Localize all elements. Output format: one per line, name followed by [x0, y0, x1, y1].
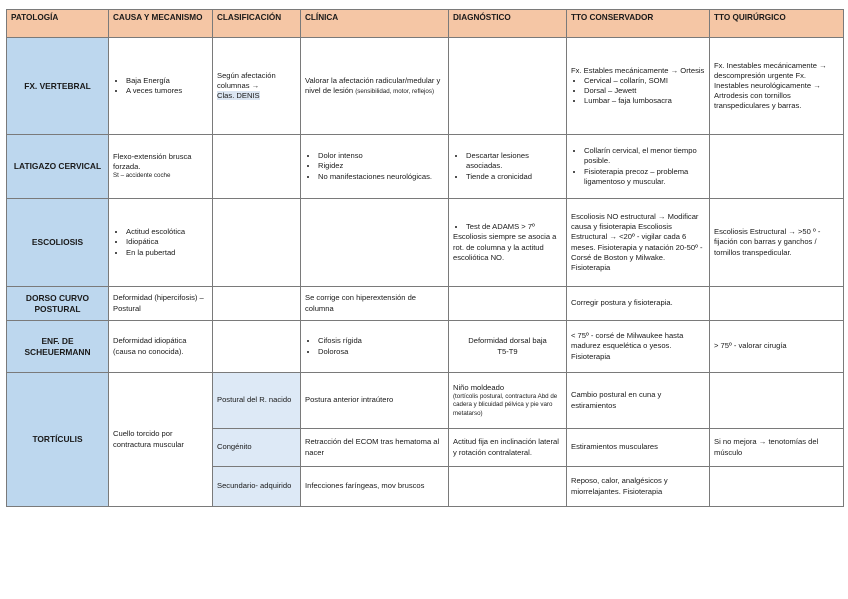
- diag-text: Escoliosis siempre se asocia a rot. de columna y la actitud escoliótica NO.: [453, 232, 557, 262]
- header-clasificacion: CLASIFICACIÓN: [213, 10, 301, 38]
- diag-text: Niño moldeado: [453, 383, 505, 393]
- diagnostico-cell: [449, 287, 567, 321]
- tto-conservador-cell: Reposo, calor, analgésicos y miorrelajantes. Fisioterapia: [567, 467, 710, 507]
- clinica-cell: [301, 135, 449, 199]
- tto-conservador-cell: Corregir postura y fisioterapia.: [567, 287, 710, 321]
- tto-conservador-cell: [567, 38, 710, 135]
- tto-conservador-cell: [567, 135, 710, 199]
- tto-quirurgico-cell: [710, 287, 844, 321]
- header-causa: CAUSA Y MECANISMO: [109, 10, 213, 38]
- header-clinica: CLÍNICA: [301, 10, 449, 38]
- diag-text: Deformidad dorsal baja: [468, 336, 547, 346]
- clasificacion-cell: [213, 135, 301, 199]
- table-row: [7, 321, 844, 373]
- clasif-text: Según afectación columnas →: [217, 70, 276, 90]
- diagnostico-cell: [449, 38, 567, 135]
- list-item: • Baja Energía: [126, 76, 208, 86]
- list-item: • Idiopática: [126, 237, 208, 247]
- causa-cell: [109, 38, 213, 135]
- diag-note: (tortícolis postural, contractura Abd de cadera y blicuidad pélvica y pie varo metatarso): [453, 393, 558, 417]
- diagnostico-cell: Actitud fija en inclinación lateral y rotación contralateral.: [449, 429, 567, 467]
- pathology-name: LATIGAZO CERVICAL: [7, 135, 109, 199]
- table-row: [7, 199, 844, 287]
- list-item: • Rigidez: [318, 161, 444, 171]
- clasificacion-cell: [213, 38, 301, 135]
- header-diagnostico: DIAGNÓSTICO: [449, 10, 567, 38]
- tto-quirurgico-cell: Si no mejora → tenotomías del músculo: [710, 429, 844, 467]
- causa-cell: [109, 135, 213, 199]
- list-item: • Lumbar – faja lumbosacra: [584, 96, 705, 106]
- table-row: [7, 135, 844, 199]
- header-tto-conservador: TTO CONSERVADOR: [567, 10, 710, 38]
- clasificacion-cell: [213, 199, 301, 287]
- diagnostico-cell: [449, 135, 567, 199]
- pathology-name: ENF. DE SCHEUERMANN: [7, 321, 109, 373]
- pathology-name: TORTÍCULIS: [7, 373, 109, 507]
- pathology-name: DORSO CURVO POSTURAL: [7, 287, 109, 321]
- list-item: • Dorsal – Jewett: [584, 86, 705, 96]
- clasificacion-cell: Postural del R. nacido: [213, 373, 301, 429]
- table-row: [7, 38, 844, 135]
- tto-quirurgico-cell: [710, 373, 844, 429]
- clinica-cell: [301, 321, 449, 373]
- clasif-highlight: Clas. DENIS: [217, 91, 260, 100]
- list-item: • Descartar lesiones asociadas.: [466, 151, 562, 171]
- pathology-table: [6, 9, 844, 507]
- clinica-cell: Se corrige con hiperextensión de columna: [301, 287, 449, 321]
- diagnostico-cell: [449, 199, 567, 287]
- list-item: • Cervical – collarín, SOMI: [584, 76, 705, 86]
- list-item: • Dolor intenso: [318, 151, 444, 161]
- tto-conservador-cell: Escoliosis NO estructural → Modificar causa y fisioterapia Escoliosis Estructural → <20º - vigilar cada 6 meses. Fisioterapia y natación 20-50º - Corsé de Boston y Milwake. Fisioterapia: [567, 199, 710, 287]
- clinica-cell: Retracción del ECOM tras hematoma al nacer: [301, 429, 449, 467]
- clasificacion-cell: Congénito: [213, 429, 301, 467]
- list-item: • En la pubertad: [126, 248, 208, 258]
- clasificacion-cell: [213, 287, 301, 321]
- causa-cell: Deformidad idiopática (causa no conocida).: [109, 321, 213, 373]
- diag-range: T5-T9: [497, 346, 518, 356]
- clasificacion-cell: Secundario- adquirido: [213, 467, 301, 507]
- causa-text: Flexo-extensión brusca forzada.: [113, 152, 192, 172]
- list-item: • Dolorosa: [318, 347, 444, 357]
- diagnostico-cell: [449, 373, 567, 429]
- pathology-name: ESCOLIOSIS: [7, 199, 109, 287]
- list-item: • No manifestaciones neurológicas.: [318, 172, 444, 182]
- list-item: • A veces tumores: [126, 86, 208, 96]
- header-tto-quirurgico: TTO QUIRÚRGICO: [710, 10, 844, 38]
- clinica-cell: [301, 38, 449, 135]
- tto-quirurgico-cell: [710, 135, 844, 199]
- diagnostico-cell: [449, 321, 567, 373]
- header-patologia: PATOLOGÍA: [7, 10, 109, 38]
- causa-cell: Cuello torcido por contractura muscular: [109, 373, 213, 507]
- list-item: • Actitud escolótica: [126, 227, 208, 237]
- diagnostico-cell: [449, 467, 567, 507]
- clinica-cell: [301, 199, 449, 287]
- tto-intro: Fx. Estables mecánicamente → Ortesis: [571, 65, 705, 75]
- causa-cell: [109, 199, 213, 287]
- list-item: • Tiende a cronicidad: [466, 172, 562, 182]
- tto-quirurgico-cell: Escoliosis Estructural → >50 º - fijación con barras y ganchos / tornillos transpedicular.: [710, 199, 844, 287]
- tto-conservador-cell: < 75º - corsé de Milwaukee hasta madurez esquelética o yesos. Fisioterapia: [567, 321, 710, 373]
- pathology-name: FX. VERTEBRAL: [7, 38, 109, 135]
- list-item: • Fisioterapia precoz – problema ligamentoso y muscular.: [584, 167, 705, 187]
- causa-cell: Deformidad (hipercifosis) – Postural: [109, 287, 213, 321]
- clasificacion-cell: [213, 321, 301, 373]
- clinica-note: (sensibilidad, motor, reflejos): [355, 87, 435, 95]
- table-row: [7, 373, 844, 429]
- clinica-text: Valorar la afectación radicular/medular y nivel de lesión: [305, 75, 441, 95]
- tto-conservador-cell: Cambio postural en cuna y estiramientos: [567, 373, 710, 429]
- causa-note: St – accidente coche: [113, 172, 171, 180]
- clinica-cell: Postura anterior intraútero: [301, 373, 449, 429]
- tto-quirurgico-cell: > 75º - valorar cirugía: [710, 321, 844, 373]
- tto-quirurgico-cell: [710, 467, 844, 507]
- tto-quirurgico-cell: Fx. Inestables mecánicamente → descompresión urgente Fx. Inestables neurológicamente → Artrodesis con tornillos transpediculares y barras.: [710, 38, 844, 135]
- list-item: • Test de ADAMS > 7º: [466, 222, 562, 232]
- list-item: • Collarín cervical, el menor tiempo posible.: [584, 146, 705, 166]
- tto-conservador-cell: Estiramientos musculares: [567, 429, 710, 467]
- table-row: [7, 287, 844, 321]
- clinica-cell: Infecciones faríngeas, mov bruscos: [301, 467, 449, 507]
- list-item: • Cifosis rígida: [318, 336, 444, 346]
